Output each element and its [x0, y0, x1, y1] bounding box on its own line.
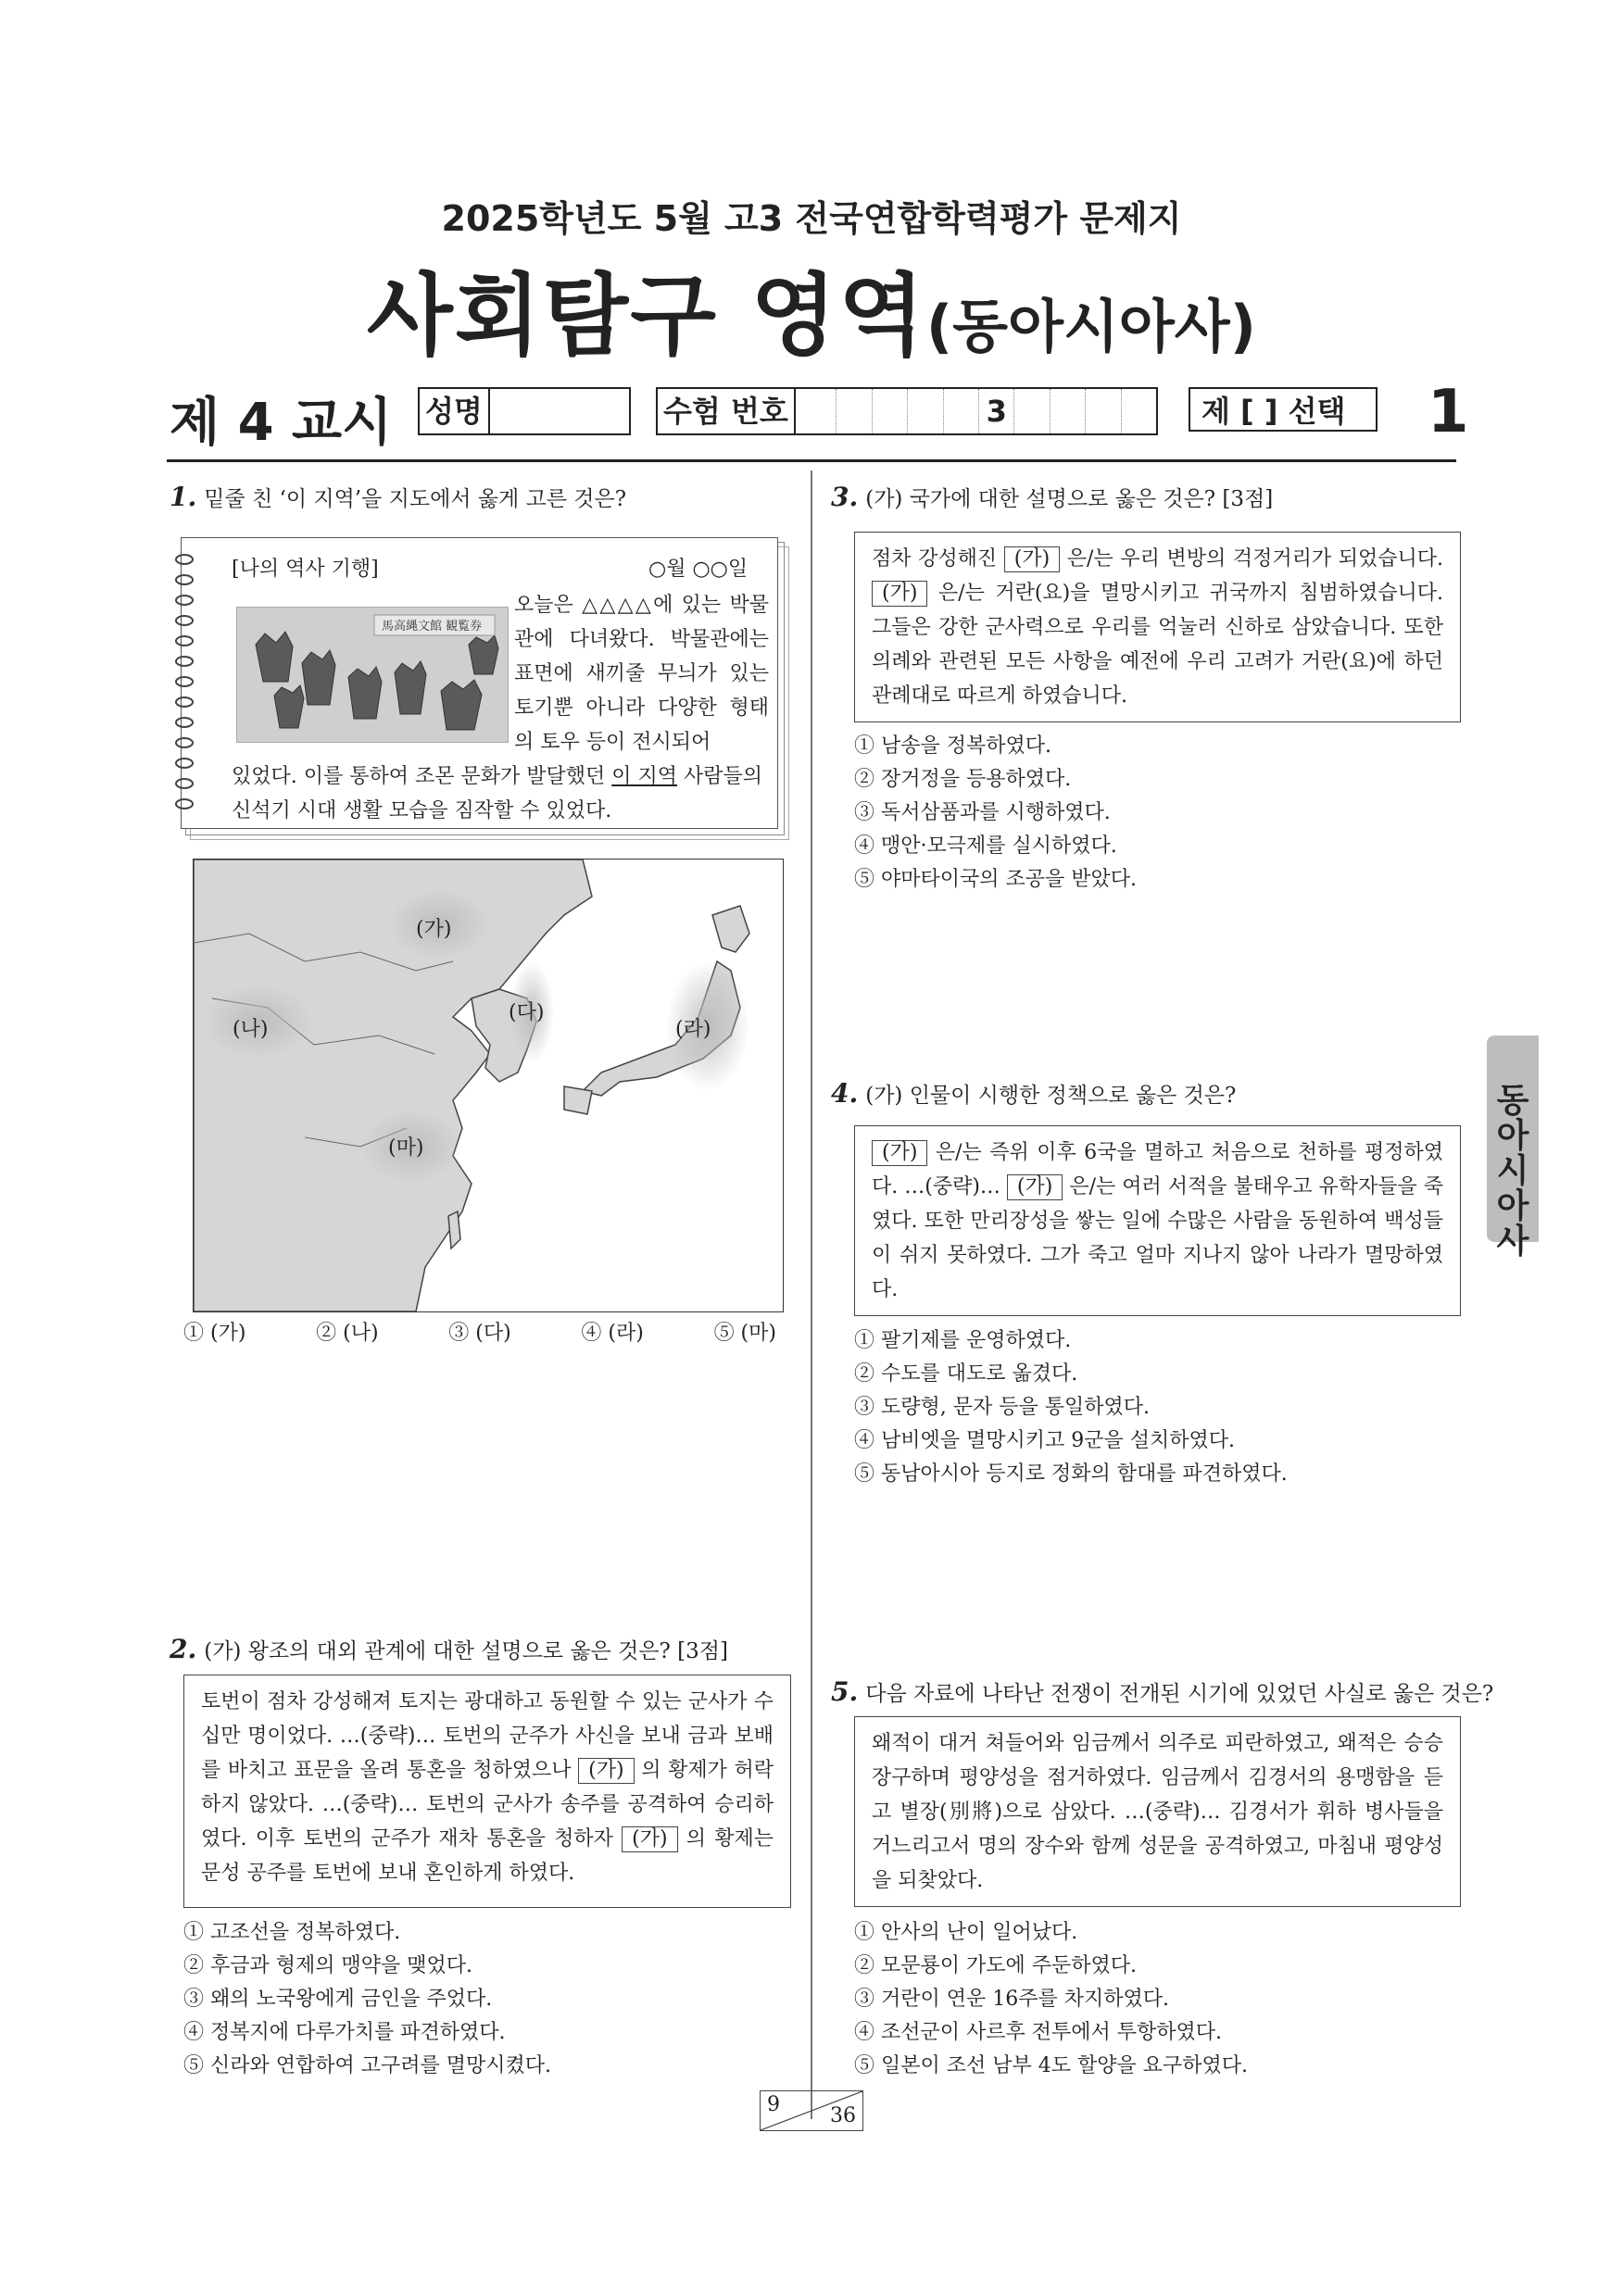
exam-title: [0, 245, 1623, 372]
q5-number: 5.: [831, 1676, 859, 1707]
q5-prompt-text: 다음 자료에 나타난 전쟁이 전개된 시기에 있었던 사실로 옳은 것은?: [865, 1682, 1494, 1706]
q5-passage: 왜적이 대거 쳐들어와 임금께서 의주로 피란하였고, 왜적은 승승장구하며 평양성을 점거하였다. 임금께서 김경서의 용맹함을 듣고 별장(別將)으로 삼았다. …(중략)… 김경서가 휘하 병사들을 거느리고서 명의 장수와 함께 성문을 공격하였고, 마침내 평양성을 되찾았다.: [854, 1716, 1461, 1907]
choice[interactable]: ④ 정복지에 다루가치를 파견하였다.: [183, 2021, 506, 2044]
exam-number-cell: [801, 389, 837, 433]
passage-text: 은/는 거란(요)을 멸망시키고 귀국까지 침범하였습니다. 그들은 강한 군사력으로 우리를 억눌러 신하로 삼았습니다. 또한 의례와 관련된 모든 사항을 예전에 우리 고려가 거란(요)에 하던 관례대로 따르게 하였습니다.: [872, 582, 1443, 708]
choice[interactable]: ② (나): [316, 1322, 379, 1345]
blank-box: (가): [1004, 546, 1060, 572]
east-asia-map: [193, 859, 784, 1312]
exam-number-label: 수험 번호: [658, 389, 796, 433]
column-divider: [811, 470, 812, 2119]
jomon-pottery-photo: [236, 607, 509, 743]
choice[interactable]: ① 팔기제를 운영하였다.: [854, 1329, 1072, 1352]
q2-choices: [183, 1916, 551, 2083]
exam-number-cell: [944, 389, 979, 433]
choice[interactable]: ③ 거란이 연운 16주를 차지하였다.: [854, 1988, 1169, 2011]
notebook-text-part: 사람들의 신석기 시대 생활 모습을 짐작할 수 있었다.: [232, 765, 763, 822]
passage-text: 점차 강성해진: [872, 547, 1004, 571]
exam-subtitle: 2025학년도 5월 고3 전국연합학력평가 문제지: [441, 198, 1182, 239]
blank-box: (가): [872, 581, 927, 607]
photo-caption: 馬高縄文館 観覧券: [382, 620, 483, 634]
underlined-phrase: 이 지역: [611, 765, 677, 788]
q5-choices: [854, 1916, 1248, 2083]
period-label: 제 4 교시: [170, 393, 393, 453]
header-rule: [167, 459, 1456, 462]
map-graphic: [194, 859, 783, 1311]
choice[interactable]: ① 고조선을 정복하였다.: [183, 1921, 401, 1944]
q1-prompt: [170, 482, 626, 512]
name-field[interactable]: [418, 387, 631, 435]
passage-text: 의 황제가 허락하지 않았다. …(중략)… 토번의 군사가 송주를 공격하여 승리하였다. 이후 토번의 군주가 재차 통혼을 청하자: [201, 1759, 774, 1851]
q3-choices: [854, 730, 1137, 897]
selection-field[interactable]: 제 [ ] 선택: [1189, 387, 1378, 432]
q1-prompt-text: 밑줄 친 ‘이 지역’을 지도에서 옳게 고른 것은?: [204, 487, 627, 511]
choice[interactable]: ④ (라): [581, 1322, 644, 1345]
exam-title-main: 사회탐구 영역: [367, 264, 926, 368]
q4-choices: [854, 1324, 1288, 1491]
q4-prompt: [831, 1078, 1236, 1109]
passage-text: 은/는 우리 변방의 걱정거리가 되었습니다.: [1060, 547, 1443, 571]
q3-passage: [854, 532, 1461, 722]
passage-text: 토번이 점차 강성해져 토지는 광대하고 동원할 수 있는 군사가 수십만 명이었다. …(중략)… 토번의 군주가 사신을 보내 금과 보배를 바치고 표문을 올려 통혼을 청하였으나: [201, 1690, 774, 1782]
page-number: 1: [1428, 378, 1469, 446]
exam-number-cells: [801, 389, 1156, 433]
blank-box: (가): [578, 1758, 634, 1784]
choice[interactable]: ② 수도를 대도로 옮겼다.: [854, 1362, 1078, 1386]
q4-number: 4.: [831, 1078, 859, 1109]
q4-passage: [854, 1125, 1461, 1316]
blank-box: (가): [1007, 1174, 1063, 1200]
choice[interactable]: ③ 독서삼품과를 시행하였다.: [854, 801, 1111, 824]
choice[interactable]: ② 장거정을 등용하였다.: [854, 768, 1072, 791]
notebook-text: 오늘은 △△△△에 있는 박물관에 다녀왔다. 박물관에는 표면에 새끼줄 무늬가 있는 토기뿐 아니라 다양한 형태의 토우 등이 전시되어: [514, 594, 769, 754]
choice[interactable]: ① 안사의 난이 일어났다.: [854, 1921, 1078, 1944]
map-label-ma: (마): [388, 1136, 424, 1160]
passage-text: 은/는 즉위 이후 6국을 멸하고 처음으로 천하를 평정하였다. …(중략)…: [872, 1141, 1443, 1198]
notebook-title: [나의 역사 기행]: [232, 558, 379, 581]
exam-number-cell: [873, 389, 908, 433]
exam-number-cell: [908, 389, 943, 433]
choice[interactable]: ⑤ 신라와 연합하여 고구려를 멸망시켰다.: [183, 2054, 551, 2077]
map-label-ra: (라): [675, 1018, 711, 1041]
notebook-date: ○월 ○○일: [648, 558, 749, 581]
q3-prompt: [831, 482, 1273, 512]
q2-prompt-text: (가) 왕조의 대외 관계에 대한 설명으로 옳은 것은? [3점]: [204, 1639, 728, 1663]
choice[interactable]: ② 모문룡이 가도에 주둔하였다.: [854, 1954, 1137, 1977]
blank-box: (가): [622, 1826, 677, 1852]
notebook-text-part: 있었다. 이를 통하여 조몬 문화가 발달했던: [232, 765, 612, 788]
choice[interactable]: ③ (다): [448, 1322, 511, 1345]
passage-text: 은/는 여러 서적을 불태우고 유학자들을 죽였다. 또한 만리장성을 쌓는 일에 수많은 사람을 동원하여 백성들이 쉬지 못하였다. 그가 죽고 얼마 지나지 않아 나라가 멸망하였다.: [872, 1175, 1443, 1301]
notebook-text-bottom: [232, 759, 769, 828]
q2-number: 2.: [170, 1634, 197, 1664]
page-counter-current: 9: [767, 2093, 780, 2116]
exam-number-cell: [1122, 389, 1156, 433]
choice[interactable]: ① (가): [183, 1322, 246, 1345]
q2-passage: [183, 1675, 791, 1908]
choice[interactable]: ⑤ 동남아시아 등지로 정화의 함대를 파견하였다.: [854, 1462, 1288, 1486]
name-label: 성명: [420, 389, 490, 433]
q1-choices: [183, 1317, 776, 1346]
subject-side-tab-label: 동아시아사: [1496, 1082, 1529, 1261]
choice[interactable]: ⑤ 야마타이국의 조공을 받았다.: [854, 868, 1137, 891]
spiral-binding-icon: [172, 552, 196, 816]
exam-number-field[interactable]: [656, 387, 1158, 435]
q4-prompt-text: (가) 인물이 시행한 정책으로 옳은 것은?: [865, 1084, 1237, 1108]
choice[interactable]: ③ 도량형, 문자 등을 통일하였다.: [854, 1396, 1150, 1419]
exam-number-cell: [837, 389, 872, 433]
exam-number-cell: [1086, 389, 1121, 433]
choice[interactable]: ④ 맹안·모극제를 실시하였다.: [854, 834, 1117, 858]
choice[interactable]: ④ 조선군이 사르후 전투에서 투항하였다.: [854, 2021, 1222, 2044]
q2-prompt: [170, 1634, 728, 1664]
map-label-na: (나): [233, 1018, 269, 1041]
q3-number: 3.: [831, 482, 859, 512]
exam-number-cell: [1014, 389, 1050, 433]
choice[interactable]: ⑤ (마): [713, 1322, 776, 1345]
q3-prompt-text: (가) 국가에 대한 설명으로 옳은 것은? [3점]: [865, 487, 1274, 511]
map-label-da: (다): [509, 1001, 545, 1024]
exam-number-cell: [1051, 389, 1086, 433]
map-label-ga: (가): [416, 918, 452, 941]
exam-title-sub: (동아시아사): [925, 293, 1256, 360]
pottery-image: [237, 608, 508, 742]
q5-prompt: [831, 1676, 1493, 1707]
exam-number-cell: 3: [979, 389, 1014, 433]
passage-text: 의 황제는 문성 공주를 토번에 보내 혼인하게 하였다.: [201, 1827, 774, 1885]
page-counter-total: 36: [830, 2104, 856, 2127]
choice[interactable]: ④ 남비엣을 멸망시키고 9군을 설치하였다.: [854, 1429, 1235, 1452]
choice[interactable]: ② 후금과 형제의 맹약을 맺었다.: [183, 1954, 472, 1977]
blank-box: (가): [872, 1140, 927, 1166]
choice[interactable]: ⑤ 일본이 조선 남부 4도 할양을 요구하였다.: [854, 2054, 1248, 2077]
q1-number: 1.: [170, 482, 197, 512]
choice[interactable]: ① 남송을 정복하였다.: [854, 734, 1051, 758]
choice[interactable]: ③ 왜의 노국왕에게 금인을 주었다.: [183, 1988, 493, 2011]
